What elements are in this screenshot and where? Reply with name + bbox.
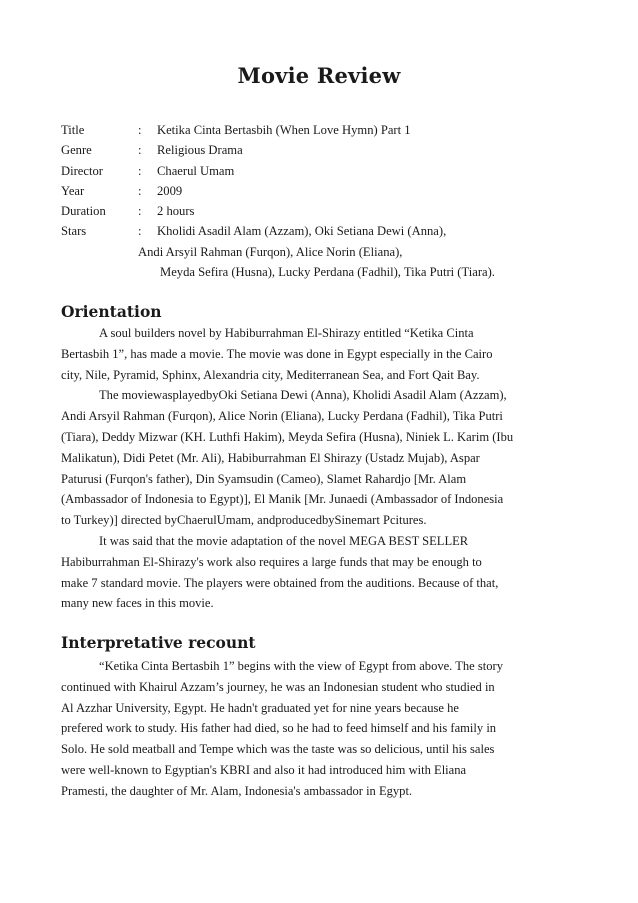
- detail-label: Title: [61, 123, 85, 137]
- page-title: Movie Review: [237, 63, 401, 88]
- detail-label: Genre: [61, 143, 92, 158]
- recount-body: [61, 656, 581, 802]
- text-line: to Turkey)] directed byChaerulUmam, andproducedbySinemart Pcitures.: [61, 513, 427, 528]
- text-line: continued with Khairul Azzam’s journey, he was an Indonesian student who studied in: [61, 679, 495, 694]
- detail-value: Ketika Cinta Bertasbih (When Love Hymn) Part 1: [157, 123, 411, 137]
- text-line: city, Nile, Pyramid, Sphinx, Alexandria city, Mediterranean Sea, and Fort Qait Bay.: [61, 367, 480, 382]
- text-line: prefered work to study. His father had died, so he had to feed himself and his family in: [61, 721, 497, 736]
- text-line: (Ambassador of Indonesia to Egypt)], El Manik [Mr. Junaedi (Ambassador of Indonesia: [61, 492, 504, 507]
- detail-separator: :: [138, 183, 142, 198]
- detail-label: Duration: [61, 204, 106, 219]
- stars-continued-line: Meyda Sefira (Husna), Lucky Perdana (Fadhil), Tika Putri (Tiara).: [160, 265, 495, 280]
- detail-row-genre: [61, 140, 495, 160]
- detail-separator: :: [138, 163, 142, 178]
- detail-separator: :: [138, 123, 142, 137]
- text-line: Andi Arsyil Rahman (Furqon), Alice Norin (Eliana), Lucky Perdana (Fadhil), Tika Putri: [61, 409, 503, 424]
- text-line: It was said that the movie adaptation of the novel MEGA BEST SELLER: [99, 533, 469, 548]
- text-line: “Ketika Cinta Bertasbih 1” begins with the view of Egypt from above. The story: [99, 659, 503, 673]
- text-line: Bertasbih 1”, has made a movie. The movie was done in Egypt especially in the Cairo: [61, 346, 493, 361]
- movie-details: [61, 120, 495, 282]
- detail-value: 2009: [157, 183, 183, 198]
- detail-separator: :: [138, 143, 142, 158]
- detail-label: Stars: [61, 224, 87, 239]
- detail-value: Chaerul Umam: [157, 163, 235, 178]
- text-line: A soul builders novel by Habiburrahman El-Shirazy entitled “Ketika Cinta: [99, 326, 474, 340]
- detail-value: 2 hours: [157, 204, 195, 219]
- detail-separator: :: [138, 204, 142, 219]
- text-line: The moviewasplayedbyOki Setiana Dewi (Anna), Kholidi Asadil Alam (Azzam),: [99, 388, 507, 403]
- text-line: were well-known to Egyptian's KBRI and also it had introduced him with Eliana: [61, 762, 467, 777]
- detail-row-title: [61, 120, 495, 140]
- detail-value: Religious Drama: [157, 143, 243, 158]
- text-line: Al Azzhar University, Egypt. He hadn't graduated yet for nine years because he: [61, 700, 459, 715]
- detail-row-director: [61, 161, 495, 181]
- text-line: Paturusi (Furqon's father), Din Syamsudin (Cameo), Slamet Rahardjo [Mr. Alam: [61, 471, 467, 486]
- text-line: (Tiara), Deddy Mizwar (KH. Luthfi Hakim), Meyda Sefira (Husna), Niniek L. Karim (Ibu: [61, 429, 514, 444]
- detail-row-stars: [61, 221, 495, 241]
- detail-separator: :: [138, 224, 142, 239]
- detail-value: Kholidi Asadil Alam (Azzam), Oki Setiana Dewi (Anna),: [157, 224, 447, 239]
- text-line: make 7 standard movie. The players were obtained from the auditions. Because of that,: [61, 575, 499, 590]
- detail-label: Director: [61, 163, 103, 178]
- text-line: Solo. He sold meatball and Tempe which was the taste was so delicious, until his sales: [61, 742, 495, 757]
- text-line: Habiburrahman El-Shirazy's work also requires a large funds that may be enough to: [61, 554, 482, 569]
- recount-heading: Interpretative recount: [61, 633, 256, 652]
- detail-row-year: [61, 181, 495, 201]
- text-line: Pramesti, the daughter of Mr. Alam, Indonesia's ambassador in Egypt.: [61, 783, 413, 798]
- orientation-heading: Orientation: [61, 302, 162, 321]
- detail-label: Year: [61, 183, 85, 198]
- detail-row-duration: [61, 201, 495, 221]
- text-line: Malikatun), Didi Petet (Mr. Ali), Habiburrahman El Shirazy (Ustadz Mujab), Aspar: [61, 450, 480, 465]
- text-line: many new faces in this movie.: [61, 596, 214, 611]
- stars-continued-line: Andi Arsyil Rahman (Furqon), Alice Norin (Eliana),: [138, 244, 403, 259]
- orientation-body: [61, 323, 581, 614]
